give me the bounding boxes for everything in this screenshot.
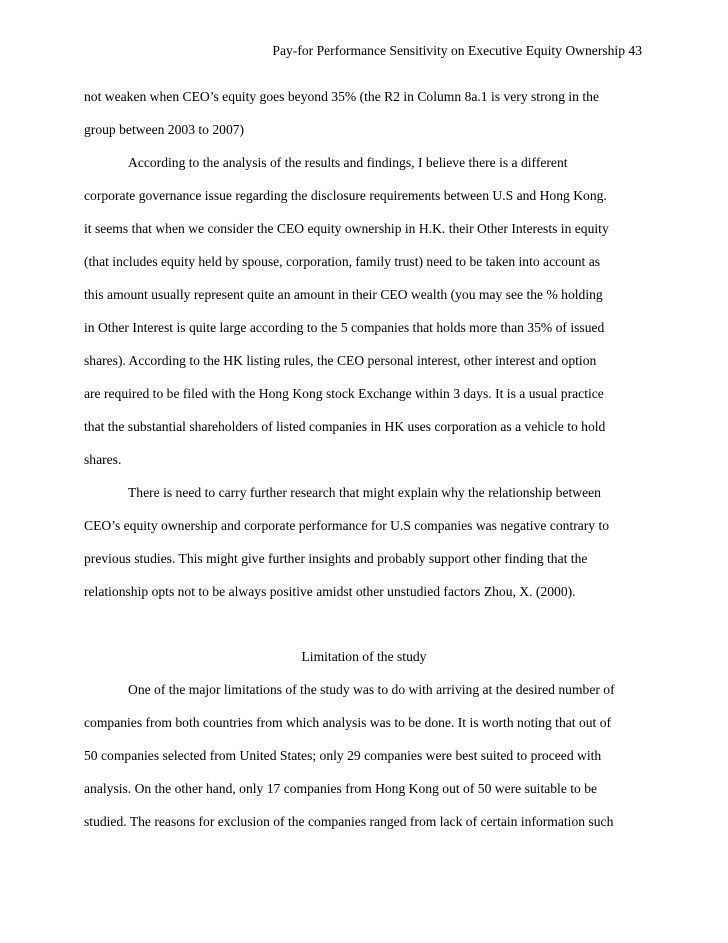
text-line: group between 2003 to 2007) [84,122,245,137]
text-line: not weaken when CEO’s equity goes beyond 35% (the R2 in Column 8a.1 is very strong in the [84,89,599,104]
text-line: (that includes equity held by spouse, corporation, family trust) need to be taken into account as [84,254,601,269]
text-line: that the substantial shareholders of listed companies in HK uses corporation as a vehicle to hold [84,419,606,434]
text-line: companies from both countries from which analysis was to be done. It is worth noting that out of [84,715,612,730]
text-line: analysis. On the other hand, only 17 companies from Hong Kong out of 50 were suitable to be [84,781,598,796]
text-line: shares). According to the HK listing rules, the CEO personal interest, other interest and option [84,353,597,368]
section-heading: Limitation of the study [301,649,427,664]
text-line: in Other Interest is quite large according to the 5 companies that holds more than 35% of issued [84,320,605,335]
text-line: shares. [84,452,122,467]
text-line: 50 companies selected from United States; only 29 companies were best suited to proceed with [84,748,602,763]
paragraph-first-line: One of the major limitations of the study was to do with arriving at the desired number of [128,682,615,697]
running-head: Pay-for Performance Sensitivity on Executive Equity Ownership 43 [272,43,642,58]
text-line: studied. The reasons for exclusion of the companies ranged from lack of certain information such [84,814,614,829]
text-line: corporate governance issue regarding the disclosure requirements between U.S and Hong Kong. [84,188,607,203]
text-line: CEO’s equity ownership and corporate performance for U.S companies was negative contrary to [84,518,610,533]
text-line: relationship opts not to be always positive amidst other unstudied factors Zhou, X. (2000). [84,584,576,599]
text-line: this amount usually represent quite an amount in their CEO wealth (you may see the % holding [84,287,603,302]
text-line: previous studies. This might give further insights and probably support other finding that the [84,551,588,566]
paragraph-first-line: According to the analysis of the results and findings, I believe there is a different [128,155,568,170]
paragraph-first-line: There is need to carry further research that might explain why the relationship between [128,485,601,500]
text-line: it seems that when we consider the CEO equity ownership in H.K. their Other Interests in equity [84,221,609,236]
text-line: are required to be filed with the Hong Kong stock Exchange within 3 days. It is a usual practice [84,386,604,401]
